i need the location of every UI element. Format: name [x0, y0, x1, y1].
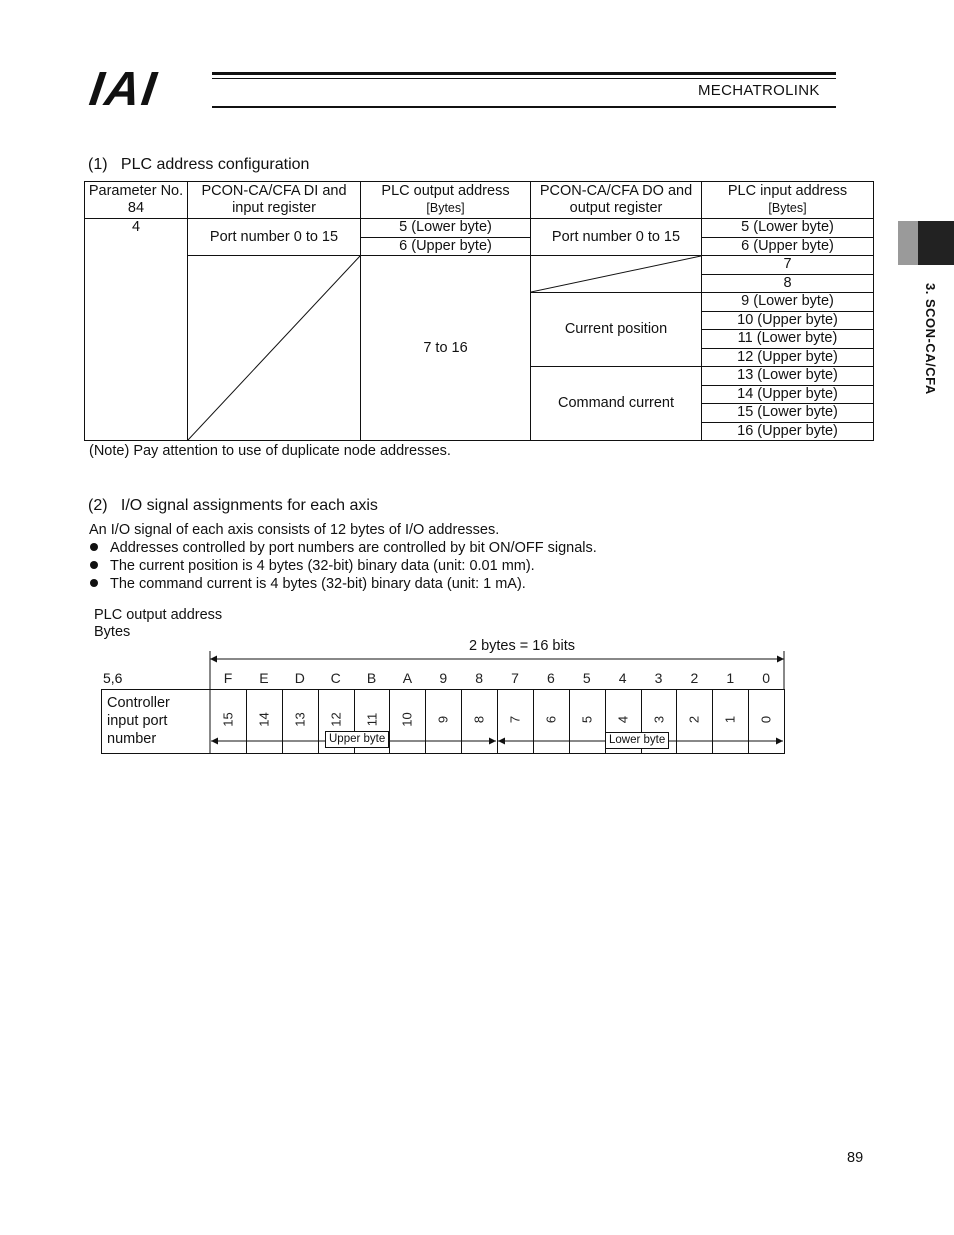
port-number-label: 3: [651, 715, 666, 724]
in-row-8: 8: [702, 274, 874, 293]
port-number-label: 0: [758, 715, 774, 724]
port-number-label: 6: [543, 715, 559, 724]
in-row-6: 6 (Upper byte): [702, 237, 874, 256]
hex-bit-label: 6: [546, 670, 555, 686]
hex-bit-label: F: [223, 670, 233, 686]
in-row-12: 12 (Upper byte): [702, 348, 874, 367]
hex-bit-label: 2: [690, 670, 699, 686]
port-number-label: 15: [220, 712, 236, 727]
section1-heading: (1) PLC address configuration: [88, 156, 310, 173]
diagram-byte-label: 5,6: [103, 670, 123, 686]
hex-bit-label: 1: [726, 670, 735, 686]
header-param: Parameter No. 84: [85, 182, 188, 219]
port-number-label: 14: [256, 712, 272, 727]
port-number-row: [0, 712, 954, 732]
diagram-title-unit: Bytes: [94, 624, 131, 640]
port-number-label: 10: [399, 712, 415, 727]
hex-bit-row: [0, 670, 954, 690]
in-row-7: 7: [702, 256, 874, 275]
in-row-10: 10 (Upper byte): [702, 311, 874, 330]
port-number-label: 11: [364, 712, 379, 727]
port-number-label: 9: [435, 715, 451, 724]
row-label: Controller input port number: [107, 695, 170, 747]
header-brand: MECHATROLINK: [698, 82, 820, 99]
in-row-14: 14 (Upper byte): [702, 385, 874, 404]
section2-heading: (2) I/O signal assignments for each axis: [88, 497, 378, 514]
header-out-addr: PLC output address [Bytes]: [361, 182, 531, 219]
port-number-label: 7: [507, 715, 523, 724]
side-tab-label: 3. SCON-CA/CFA: [923, 283, 938, 395]
port-number-label: 8: [471, 715, 487, 724]
port-number-label: 13: [292, 712, 308, 727]
param-value: 4: [85, 219, 188, 441]
in-row-5: 5 (Lower byte): [702, 219, 874, 238]
hex-bit-label: 5: [582, 670, 591, 686]
do-port-range: Port number 0 to 15: [531, 219, 702, 256]
out-row-6: 6 (Upper byte): [361, 237, 531, 256]
hex-bit-label: 7: [511, 670, 519, 686]
in-row-15: 15 (Lower byte): [702, 404, 874, 423]
port-number-label: 4: [615, 715, 631, 724]
in-row-11: 11 (Lower byte): [702, 330, 874, 349]
iai-logo: IAI: [86, 63, 162, 116]
bullet-item: The command current is 4 bytes (32-bit) binary data (unit: 1 mA).: [90, 576, 526, 592]
do-command-current: Command current: [531, 367, 702, 441]
section2-intro: An I/O signal of each axis consists of 12 bytes of I/O addresses.: [89, 522, 500, 538]
in-row-16: 16 (Upper byte): [702, 422, 874, 441]
hex-bit-label: 9: [439, 670, 448, 686]
bullet-item: Addresses controlled by port numbers are controlled by bit ON/OFF signals.: [90, 540, 597, 556]
port-number-label: 1: [722, 715, 738, 724]
hex-bit-label: E: [259, 670, 269, 686]
hex-bit-label: C: [330, 670, 341, 686]
hex-bit-label: B: [366, 670, 377, 686]
lower-byte-label: Lower byte: [605, 732, 669, 749]
port-number-label: 2: [686, 715, 702, 724]
diagram-title: PLC output address: [94, 607, 223, 623]
out-row-5: 5 (Lower byte): [361, 219, 531, 238]
in-row-9: 9 (Lower byte): [702, 293, 874, 312]
hex-bit-label: D: [294, 670, 305, 686]
table-note: (Note) Pay attention to use of duplicate node addresses.: [89, 443, 451, 459]
out-range: 7 to 16: [361, 256, 531, 441]
hex-bit-label: 0: [762, 670, 771, 686]
diagram-span-label: 2 bytes = 16 bits: [469, 638, 575, 654]
bullet-item: The current position is 4 bytes (32-bit) binary data (unit: 0.01 mm).: [90, 558, 535, 574]
port-number-label: 5: [579, 715, 595, 724]
header-in-addr: PLC input address [Bytes]: [702, 182, 874, 219]
do-current-position: Current position: [531, 293, 702, 367]
header-di: PCON-CA/CFA DI and input register: [188, 182, 361, 219]
page-number: 89: [847, 1150, 864, 1166]
hex-bit-label: 8: [475, 670, 484, 686]
hex-bit-label: A: [402, 670, 413, 686]
in-row-13: 13 (Lower byte): [702, 367, 874, 386]
header-do: PCON-CA/CFA DO and output register: [531, 182, 702, 219]
di-port-range: Port number 0 to 15: [188, 219, 361, 256]
hex-bit-label: 4: [618, 670, 627, 686]
hex-bit-label: 3: [654, 670, 663, 686]
port-number-label: 12: [328, 712, 344, 727]
upper-byte-label: Upper byte: [325, 731, 389, 748]
